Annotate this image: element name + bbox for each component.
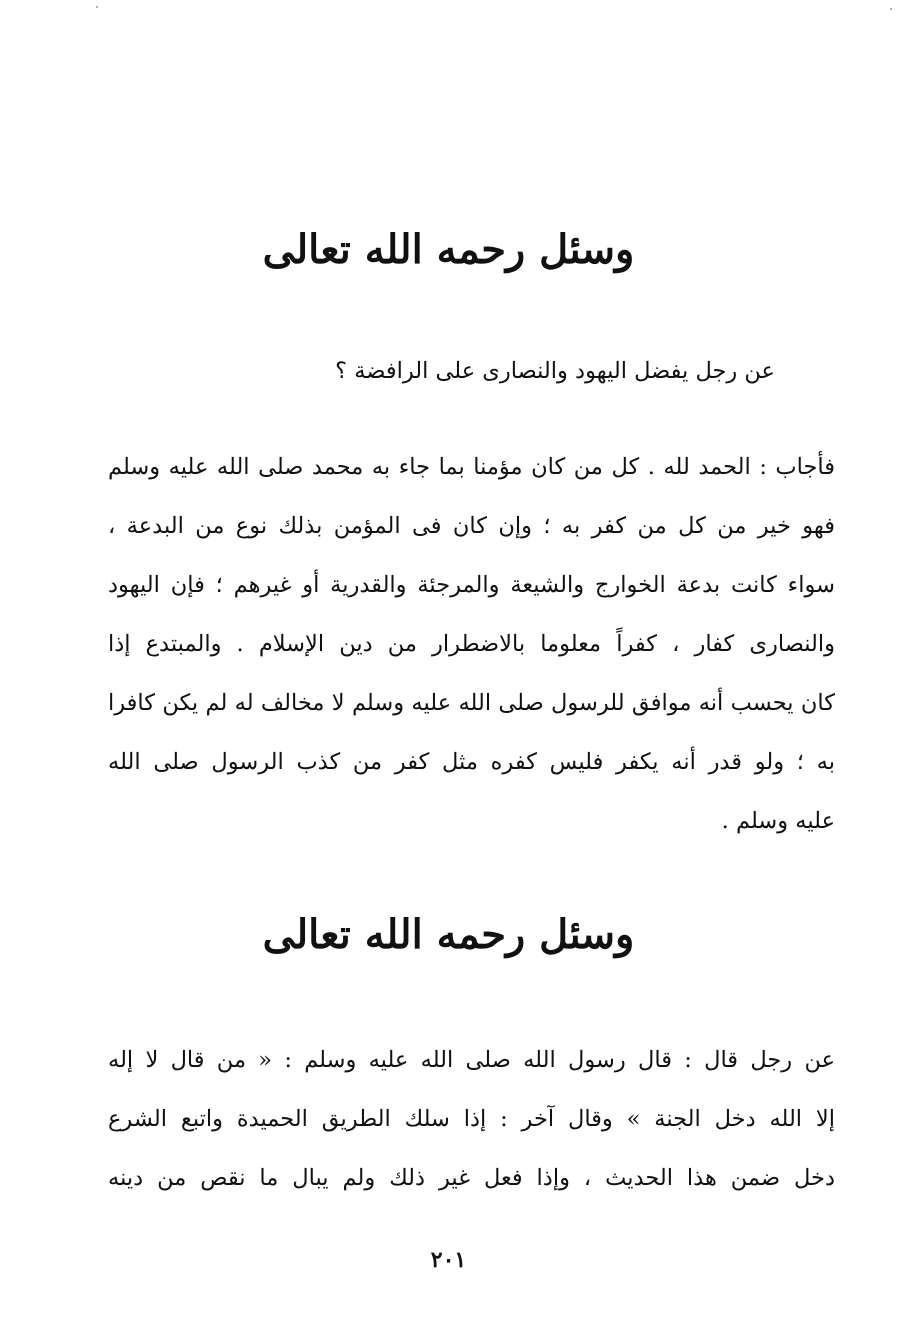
section-heading-2: وسئل رحمه الله تعالى (262, 911, 635, 958)
answer-line-3: سواء كانت بدعة الخوارج والشيعة والمرجئة والقدرية أو غيرهم ؛ فإن اليهود (108, 572, 835, 598)
question-2 (108, 1031, 835, 1208)
scan-speck (890, 8, 892, 10)
question-2-line-2: إلا الله دخل الجنة » وقال آخر : إذا سلك الطريق الحميدة واتبع الشرع (108, 1106, 835, 1132)
answer-1 (108, 438, 835, 851)
question-1-line: عن رجل يفضل اليهود والنصارى على الرافضة ؟ (335, 358, 775, 384)
answer-line-6: به ؛ ولو قدر أنه يكفر فليس كفره مثل كفر من كذب الرسول صلى الله (108, 749, 835, 775)
answer-line-5: كان يحسب أنه موافق للرسول صلى الله عليه وسلم لا مخالف له لم يكن كافرا (108, 690, 835, 716)
section-heading-1: وسئل رحمه الله تعالى (262, 226, 635, 273)
question-2-line-3: دخل ضمن هذا الحديث ، وإذا فعل غير ذلك ولم يبال ما نقص من دينه (108, 1165, 835, 1191)
question-2-line-1: عن رجل قال : قال رسول الله صلى الله عليه وسلم : « من قال لا إله (108, 1047, 835, 1073)
answer-line-2: فهو خير من كل من كفر به ؛ وإن كان فى المؤمن بذلك نوع من البدعة ، (108, 513, 835, 539)
answer-line-1: فأجاب : الحمد لله . كل من كان مؤمنا بما جاء به محمد صلى الله عليه وسلم (108, 454, 835, 480)
question-1 (300, 342, 775, 401)
page-number: ٢٠١ (430, 1247, 467, 1273)
answer-line-7: عليه وسلم . (721, 808, 835, 834)
scan-speck (96, 6, 98, 8)
answer-line-4: والنصارى كفار ، كفراً معلوما بالاضطرار من دين الإسلام . والمبتدع إذا (108, 631, 835, 657)
